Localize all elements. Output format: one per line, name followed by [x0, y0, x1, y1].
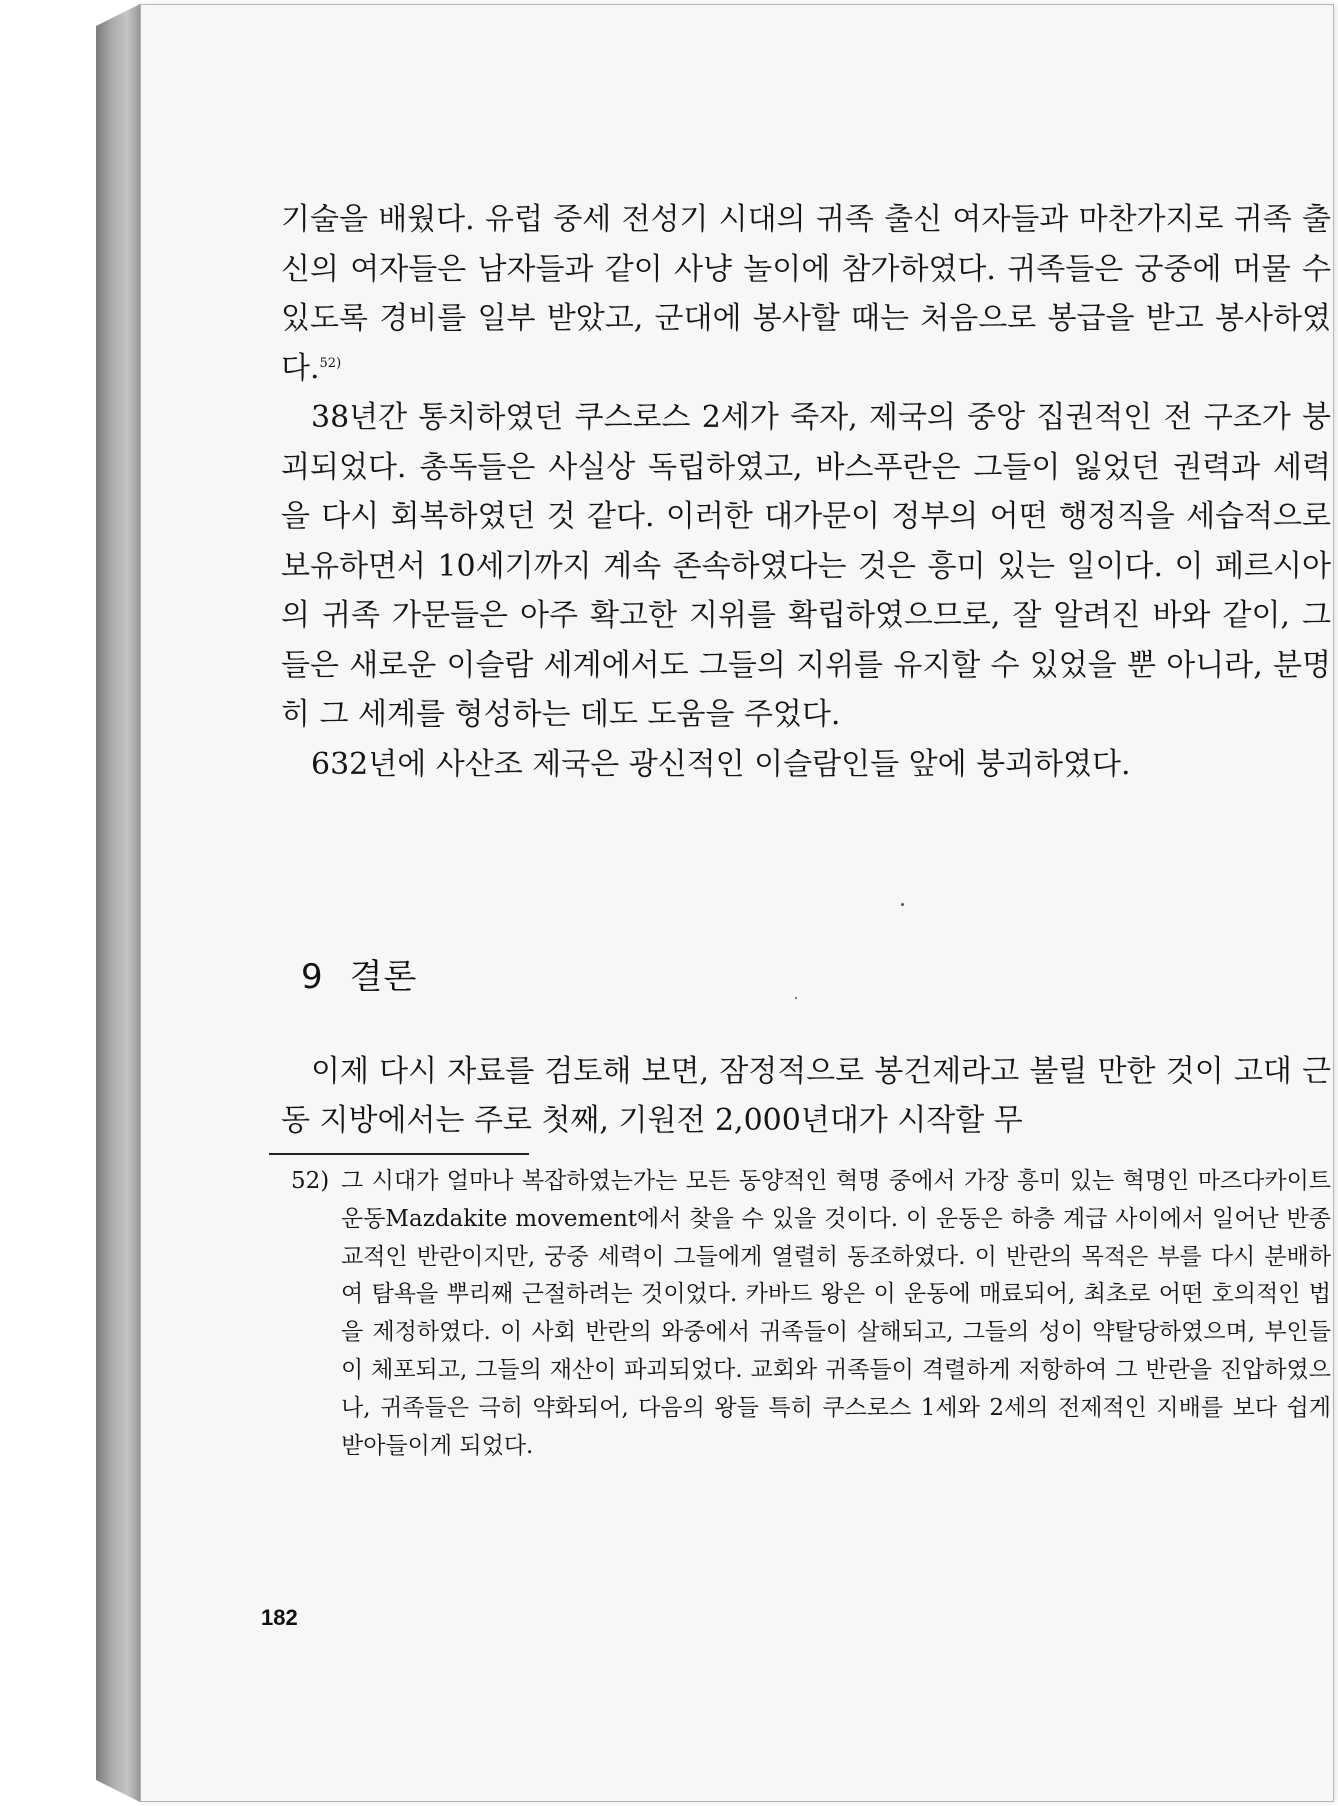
book-spine — [96, 4, 140, 1802]
book-page — [140, 4, 1334, 1802]
paragraph-3: 632년에 사산조 제국은 광신적인 이슬람인들 앞에 붕괴하였다. — [311, 746, 1131, 782]
conclusion-paragraph: 이제 다시 자료를 검토해 보면, 잠정적으로 봉건제라고 불릴 만한 것이 고대 근동 지방에서는 주로 첫째, 기원전 2,000년대가 시작할 무 — [281, 1054, 1331, 1138]
scan-speck — [795, 997, 797, 999]
page-number: 182 — [261, 1605, 298, 1630]
footnote-number: 52) — [291, 1168, 330, 1194]
footnote-divider — [269, 1153, 529, 1155]
conclusion-text — [281, 1047, 1331, 1145]
section-heading — [301, 949, 417, 998]
body-text — [281, 195, 1331, 789]
scan-speck — [901, 903, 904, 906]
section-number: 9 — [301, 957, 324, 997]
footnote-reference[interactable]: 52) — [319, 355, 342, 371]
paragraph-1 — [281, 195, 1331, 393]
footnote-text: 그 시대가 얼마나 복잡하였는가는 모든 동양적인 혁명 중에서 가장 흥미 있는 혁명인 마즈다카이트 운동Mazdakite movement에서 찾을 수 있을 것이다. 이 운동은 하층 계급 사이에서 일어난 반종교적인 반란이지만, 궁중 세력이 그들에게 열렬히 동조하였다. 이 반란의 목적은 부를 다시 분배하여 탐욕을 뿌리째 근절하려는 것이었다. 카바드 왕은 이 운동에 매료되어, 최초로 어떤 호의적인 법을 제정하였다. 이 사회 반란의 와중에서 귀족들이 살해되고, 그들의 성이 약탈당하였으며, 부인들이 체포되고, 그들의 재산이 파괴되었다. 교회와 귀족들이 격렬하게 저항하여 그 반란을 진압하였으나, 귀족들은 극히 약화되어, 다음의 왕들 특히 쿠스로스 1세와 2세의 전제적인 지배를 보다 쉽게 받아들이게 되었다. — [341, 1168, 1331, 1459]
footnote — [291, 1163, 1331, 1465]
paragraph-2: 38년간 통치하였던 쿠스로스 2세가 죽자, 제국의 중앙 집권적인 전 구조가 붕괴되었다. 총독들은 사실상 독립하였고, 바스푸란은 그들이 잃었던 권력과 세력을 다시 회복하였던 것 같다. 이러한 대가문이 정부의 어떤 행정직을 세습적으로 보유하면서 10세기까지 계속 존속하였다는 것은 흥미 있는 일이다. 이 페르시아의 귀족 가문들은 아주 확고한 지위를 확립하였으므로, 잘 알려진 바와 같이, 그들은 새로운 이슬람 세계에서도 그들의 지위를 유지할 수 있었을 뿐 아니라, 분명히 그 세계를 형성하는 데도 도움을 주었다. — [281, 400, 1331, 732]
section-title: 결론 — [349, 957, 418, 997]
paragraph-1-text: 기술을 배웠다. 유럽 중세 전성기 시대의 귀족 출신 여자들과 마찬가지로 귀족 출신의 여자들은 남자들과 같이 사냥 놀이에 참가하였다. 귀족들은 궁중에 머물 수 있도록 경비를 일부 받았고, 군대에 봉사할 때는 처음으로 봉급을 받고 봉사하였다. — [281, 202, 1331, 386]
